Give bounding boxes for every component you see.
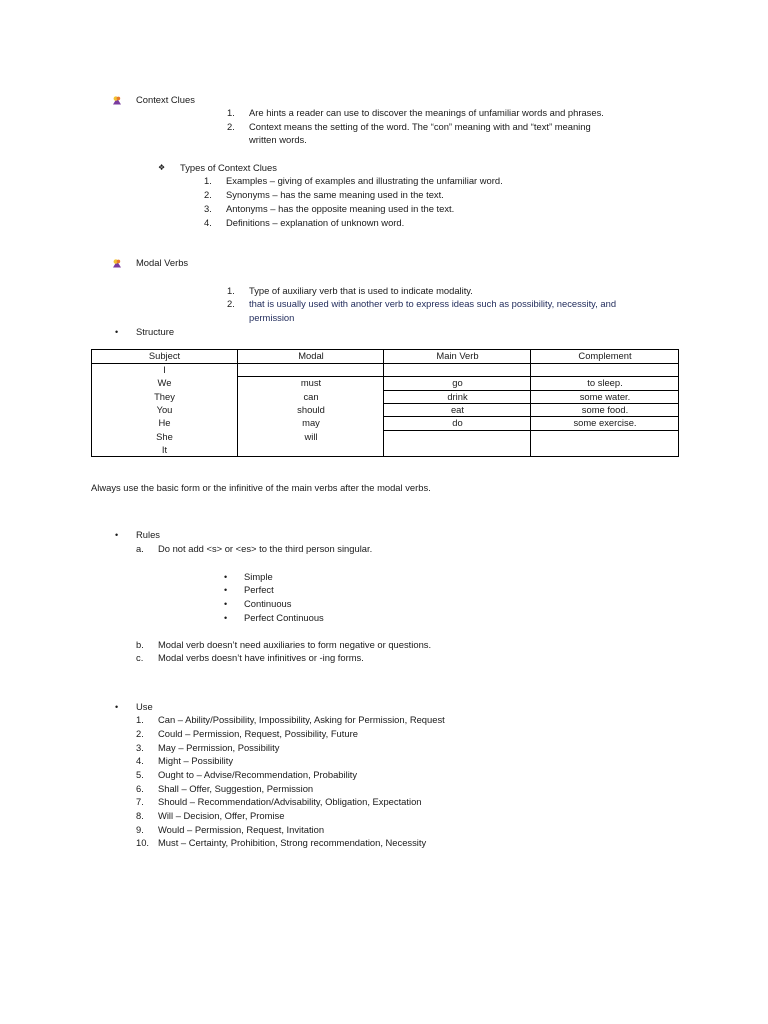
list-item-text: Are hints a reader can use to discover the meanings of unfamiliar words and phrases. bbox=[249, 107, 604, 118]
list-item-text: Could – Permission, Request, Possibility, Future bbox=[158, 728, 358, 739]
table-cell-subject: We bbox=[157, 377, 172, 389]
list-item-text: Can – Ability/Possibility, Impossibility, Asking for Permission, Request bbox=[158, 714, 445, 725]
list-letter: a. bbox=[136, 543, 144, 554]
table-cell-complement: some water. bbox=[579, 390, 631, 402]
table-cell-complement: to sleep. bbox=[587, 377, 623, 389]
table-cell-subject: He bbox=[158, 417, 171, 429]
list-number: 4. bbox=[136, 755, 144, 766]
list-number: 1. bbox=[136, 714, 144, 725]
section-heading-context-clues: Context Clues bbox=[136, 94, 195, 105]
bullet-icon: • bbox=[224, 572, 228, 582]
list-item-text: that is usually used with another verb to express ideas such as possibility, necessity, and bbox=[249, 298, 617, 309]
table-header-modal: Modal bbox=[298, 350, 324, 361]
list-number: 10. bbox=[136, 837, 150, 848]
list-number: 3. bbox=[204, 203, 212, 214]
list-item-text: Do not add <s> or <es> to the third person singular. bbox=[158, 543, 373, 554]
bullet-icon: • bbox=[115, 327, 119, 337]
table-cell-main-verb: go bbox=[452, 377, 463, 389]
note-paragraph: Always use the basic form or the infinitive of the main verbs after the modal verbs. bbox=[91, 482, 431, 493]
modal-structure-table bbox=[91, 349, 679, 457]
form-item: Continuous bbox=[244, 598, 292, 609]
table-header-subject: Subject bbox=[148, 350, 181, 361]
list-item-text: permission bbox=[249, 312, 295, 323]
table-cell-subject: You bbox=[156, 404, 173, 415]
table-cell-modal: will bbox=[304, 430, 318, 442]
section-heading-structure: Structure bbox=[136, 326, 175, 337]
list-item-text: Would – Permission, Request, Invitation bbox=[158, 824, 325, 835]
list-item-text: Antonyms – has the opposite meaning used in the text. bbox=[226, 203, 455, 214]
picture-bullet-icon bbox=[112, 258, 122, 268]
list-number: 2. bbox=[204, 189, 212, 200]
section-heading-rules: Rules bbox=[136, 529, 160, 540]
table-cell-subject: I bbox=[163, 363, 166, 375]
list-item-text: Examples – giving of examples and illustrating the unfamiliar word. bbox=[226, 175, 503, 186]
bullet-icon: • bbox=[115, 702, 119, 712]
table-header-main-verb: Main Verb bbox=[436, 350, 479, 361]
subsection-heading-types: Types of Context Clues bbox=[180, 162, 277, 173]
section-heading-modal-verbs: Modal Verbs bbox=[136, 257, 189, 268]
list-number: 1. bbox=[227, 285, 235, 296]
table-cell-main-verb: drink bbox=[447, 390, 468, 402]
bullet-icon: • bbox=[224, 585, 228, 595]
table-cell-main-verb: do bbox=[452, 417, 463, 429]
table-cell-complement: some exercise. bbox=[573, 417, 637, 429]
form-item: Simple bbox=[244, 571, 273, 582]
bullet-icon: • bbox=[224, 613, 228, 623]
list-item-text: Might – Possibility bbox=[158, 755, 234, 766]
table-cell-modal: may bbox=[302, 417, 320, 429]
list-number: 4. bbox=[204, 217, 212, 228]
list-item-text: Ought to – Advise/Recommendation, Probability bbox=[158, 769, 358, 780]
table-cell-complement: some food. bbox=[581, 404, 629, 415]
section-heading-use: Use bbox=[136, 701, 153, 712]
table-header-complement: Complement bbox=[578, 350, 632, 361]
form-item: Perfect Continuous bbox=[244, 612, 324, 623]
list-letter: c. bbox=[136, 652, 144, 663]
list-item-text: Modal verbs doesn’t have infinitives or -ing forms. bbox=[158, 652, 364, 663]
list-number: 5. bbox=[136, 769, 144, 780]
list-item-text: Shall – Offer, Suggestion, Permission bbox=[158, 783, 314, 794]
list-number: 2. bbox=[136, 728, 144, 739]
list-item-text: Modal verb doesn’t need auxiliaries to form negative or questions. bbox=[158, 639, 432, 650]
list-item-text: Must – Certainty, Prohibition, Strong recommendation, Necessity bbox=[158, 837, 427, 848]
bullet-icon: • bbox=[115, 530, 119, 540]
form-item: Perfect bbox=[244, 584, 274, 595]
table-cell-subject: They bbox=[154, 390, 175, 402]
list-number: 9. bbox=[136, 824, 144, 835]
list-number: 2. bbox=[227, 298, 235, 309]
list-number: 6. bbox=[136, 783, 144, 794]
list-item-text: Definitions – explanation of unknown word. bbox=[226, 217, 405, 228]
list-number: 2. bbox=[227, 121, 235, 132]
list-item-text: Context means the setting of the word. The “con” meaning with and “text” meaning bbox=[249, 121, 591, 132]
list-item-text: Synonyms – has the same meaning used in the text. bbox=[226, 189, 444, 200]
list-item-text: May – Permission, Possibility bbox=[158, 742, 280, 753]
diamond-bullet-icon: ❖ bbox=[158, 163, 166, 172]
table-cell-main-verb: eat bbox=[450, 404, 465, 415]
list-number: 3. bbox=[136, 742, 144, 753]
list-item-text: Should – Recommendation/Advisability, Obligation, Expectation bbox=[158, 796, 422, 807]
list-number: 7. bbox=[136, 796, 144, 807]
table-cell-subject: She bbox=[156, 430, 173, 442]
list-item-text: Type of auxiliary verb that is used to indicate modality. bbox=[249, 285, 473, 296]
picture-bullet-icon bbox=[112, 95, 122, 105]
table-cell-subject: It bbox=[161, 444, 168, 456]
list-number: 8. bbox=[136, 810, 144, 821]
bullet-icon: • bbox=[224, 599, 228, 609]
table-cell-modal: must bbox=[300, 377, 322, 389]
list-number: 1. bbox=[204, 175, 212, 186]
list-number: 1. bbox=[227, 107, 235, 118]
list-letter: b. bbox=[136, 639, 144, 650]
list-item-text: Will – Decision, Offer, Promise bbox=[158, 810, 285, 821]
table-cell-modal: should bbox=[297, 404, 325, 415]
list-item-text: written words. bbox=[249, 134, 307, 145]
table-cell-modal: can bbox=[303, 390, 319, 402]
